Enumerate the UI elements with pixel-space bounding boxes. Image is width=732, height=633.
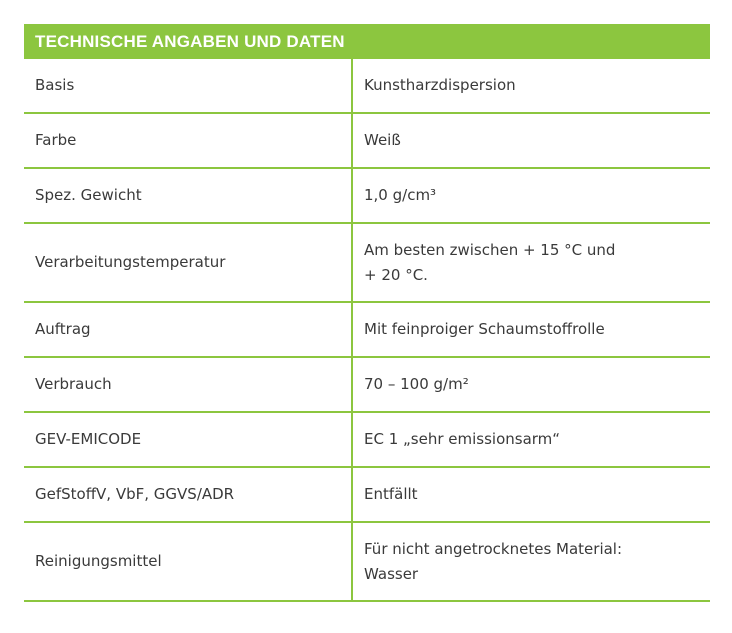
row-value — [353, 413, 710, 466]
table-row — [24, 167, 710, 222]
row-value-text: 70 – 100 g/m² — [364, 375, 469, 393]
table-row — [24, 59, 710, 112]
row-label-text: Auftrag — [35, 320, 91, 338]
row-value-text: 1,0 g/cm³ — [364, 186, 437, 204]
table-body — [24, 59, 710, 602]
row-label — [24, 358, 353, 411]
technical-data-table — [24, 24, 710, 602]
row-value-text: Entfällt — [364, 485, 418, 503]
row-value-text: Für nicht angetrocknetes Material: Wasser — [364, 539, 623, 583]
row-label-text: Verbrauch — [35, 375, 112, 393]
row-label-text: GEV-EMICODE — [35, 430, 142, 448]
row-label — [24, 303, 353, 356]
table-row — [24, 356, 710, 411]
table-row — [24, 222, 710, 301]
row-value — [353, 358, 710, 411]
table-row — [24, 411, 710, 466]
table-row — [24, 301, 710, 356]
table-title: TECHNISCHE ANGABEN UND DATEN — [24, 24, 710, 59]
row-label-text: Reinigungsmittel — [35, 552, 162, 570]
row-value — [353, 59, 710, 112]
row-label-text: Spez. Gewicht — [35, 186, 142, 204]
row-value — [353, 523, 710, 600]
row-value-text: Am besten zwischen + 15 °C und + 20 °C. — [364, 240, 616, 284]
row-value — [353, 169, 710, 222]
row-label — [24, 59, 353, 112]
row-label — [24, 468, 353, 521]
row-value — [353, 224, 710, 301]
table-row — [24, 112, 710, 167]
row-value — [353, 114, 710, 167]
row-value-text: Kunstharzdispersion — [364, 76, 516, 94]
row-value-text: Mit feinproiger Schaumstoffrolle — [364, 320, 605, 338]
row-label-text: GefStoffV, VbF, GGVS/ADR — [35, 485, 235, 503]
row-value — [353, 468, 710, 521]
row-value-text: EC 1 „sehr emissionsarm“ — [364, 430, 561, 448]
row-value — [353, 303, 710, 356]
row-value-text: Weiß — [364, 131, 401, 149]
row-label — [24, 413, 353, 466]
row-label — [24, 224, 353, 301]
row-label — [24, 114, 353, 167]
row-label-text: Farbe — [35, 131, 77, 149]
row-label-text: Basis — [35, 76, 75, 94]
table-row — [24, 466, 710, 521]
row-label — [24, 523, 353, 600]
row-label-text: Verarbeitungstemperatur — [35, 253, 226, 271]
row-label — [24, 169, 353, 222]
table-row — [24, 521, 710, 600]
